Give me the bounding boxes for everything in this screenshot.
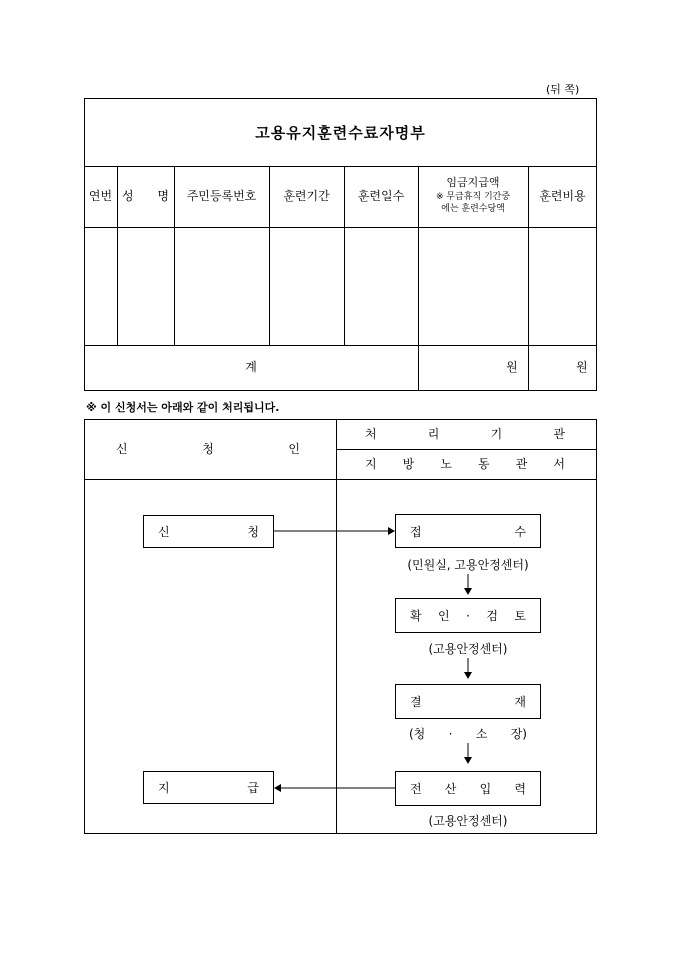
arrow-down-3 (463, 743, 473, 765)
check-note: (고용안정센터) (428, 642, 508, 656)
handler-header-char: 기 (490, 427, 503, 441)
handler-header (365, 427, 565, 441)
handler-sub-char: 동 (478, 457, 490, 471)
receive-box (395, 514, 541, 548)
header-resident-no: 주민등록번호 (186, 189, 257, 203)
approve-box-char: 결 (410, 695, 422, 709)
roster-title: 고용유지훈련수료자명부 (255, 124, 426, 142)
roster-hline-3 (84, 345, 597, 346)
applicant-header-char: 인 (288, 442, 300, 456)
approve-note (409, 727, 527, 741)
apply-box-char: 청 (247, 525, 259, 539)
header-no: 연번 (88, 189, 113, 203)
handler-sub-line (336, 449, 597, 450)
approve-note-part: 소 (475, 727, 488, 741)
receive-box-char: 접 (410, 524, 422, 539)
arrow-apply-to-receive (274, 526, 396, 536)
header-wage-line2: ※ 무급휴직 기간중 (435, 192, 511, 202)
approve-note-part: (청 (409, 727, 426, 741)
roster-hline-1 (84, 166, 597, 167)
applicant-header-char: 청 (202, 442, 214, 456)
handler-sub-char: 서 (553, 457, 565, 471)
total-cost-unit: 원 (576, 360, 588, 374)
input-note: (고용안정센터) (428, 814, 508, 828)
handler-header-char: 리 (427, 427, 440, 441)
process-header-line (84, 479, 597, 480)
header-wage-line1: 임금지급액 (446, 176, 500, 189)
receive-box-char: 수 (514, 524, 526, 539)
input-box-char: 산 (444, 782, 457, 796)
header-training-days: 훈련일수 (357, 189, 405, 203)
handler-header-char: 처 (365, 427, 377, 441)
pay-box (143, 771, 274, 804)
total-wage-unit: 원 (506, 360, 518, 374)
page-side-label: (뒤 쪽) (546, 83, 580, 96)
roster-vline (117, 166, 118, 346)
check-box-char: 검 (486, 609, 498, 623)
input-box-char: 전 (410, 782, 422, 796)
check-box-char: 토 (514, 609, 526, 623)
check-box (395, 598, 541, 633)
arrow-input-to-pay (274, 783, 396, 793)
arrow-down-1 (463, 574, 473, 596)
input-box-char: 입 (479, 782, 492, 796)
roster-hline-2 (84, 227, 597, 228)
pay-box-char: 지 (158, 781, 170, 795)
total-label: 계 (245, 360, 257, 374)
process-note: ※ 이 신청서는 아래와 같이 처리됩니다. (86, 401, 280, 414)
input-box (395, 771, 541, 806)
approve-box-char: 재 (514, 695, 526, 709)
handler-header-char: 관 (553, 427, 565, 441)
handler-sub-char: 관 (515, 457, 528, 471)
header-training-period: 훈련기간 (283, 189, 330, 203)
header-name-b: 명 (157, 189, 169, 203)
approve-note-part: · (448, 727, 453, 741)
receive-note: (민원실, 고용안정센터) (407, 558, 529, 572)
input-box-char: 력 (514, 782, 526, 796)
handler-sub-char: 노 (440, 457, 452, 471)
header-name-a: 성 (122, 189, 134, 203)
handler-sub (365, 457, 565, 471)
header-name (122, 189, 169, 203)
process-divider (336, 419, 337, 834)
apply-box (143, 515, 274, 548)
check-box-char: 인 (438, 609, 450, 623)
apply-box-char: 신 (158, 525, 170, 539)
handler-sub-char: 방 (402, 457, 415, 471)
check-box-char: · (466, 608, 470, 623)
applicant-header-char: 신 (116, 442, 128, 456)
handler-sub-char: 지 (365, 457, 377, 471)
applicant-header (116, 442, 300, 456)
approve-note-part: 장) (510, 727, 527, 741)
approve-box (395, 684, 541, 719)
header-wage-line3: 에는 훈련수당액 (441, 204, 505, 214)
check-box-char: 확 (410, 609, 422, 623)
pay-box-char: 급 (247, 781, 259, 795)
arrow-down-2 (463, 658, 473, 680)
header-training-cost: 훈련비용 (539, 189, 586, 203)
